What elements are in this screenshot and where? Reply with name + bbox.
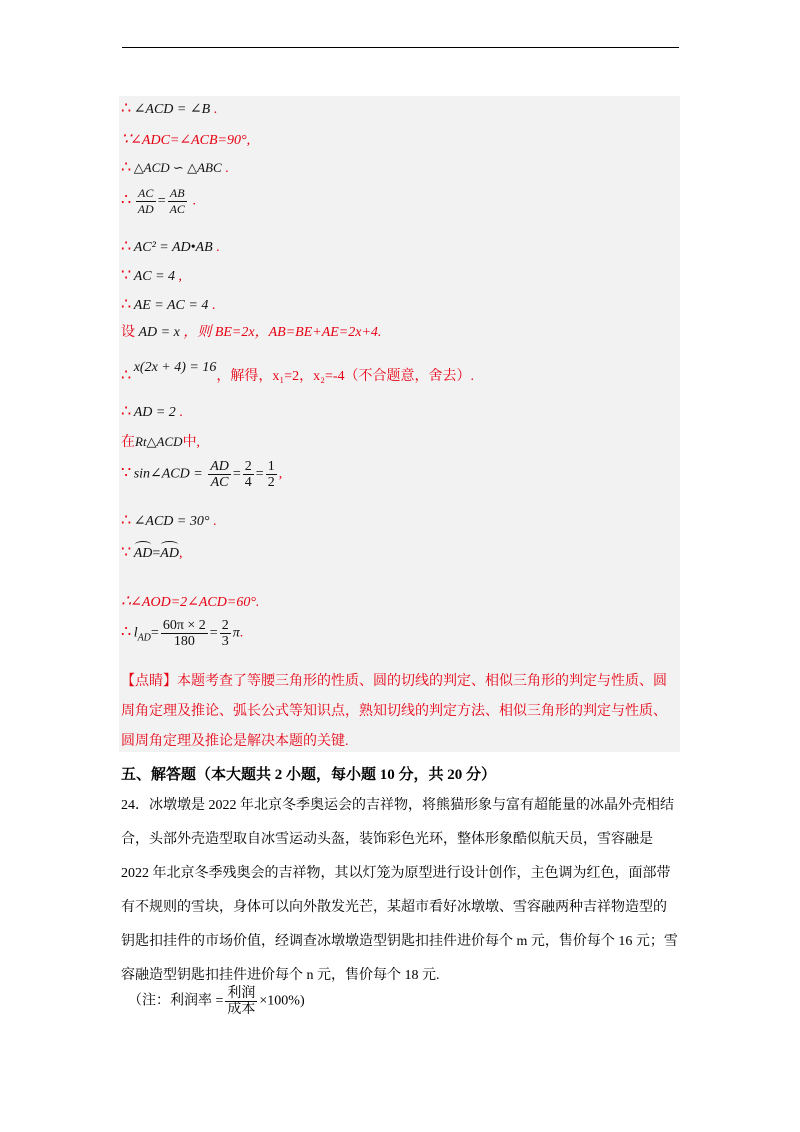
math-expression: ∠ACD = ∠B <box>133 102 211 117</box>
comment-tag: 【点睛】 <box>121 674 177 689</box>
arc-ad: AD <box>160 541 179 563</box>
therefore-symbol: ∴ <box>121 512 131 529</box>
therefore-symbol: ∴ <box>121 367 131 384</box>
therefore-symbol: ∴ <box>121 100 131 117</box>
comment-line-3: 圆周角定理及推论是解决本题的关键. <box>121 734 349 749</box>
math-expression: AC² = AD•AB <box>133 240 213 255</box>
problem-line: 容融造型钥匙扣挂件进价每个 n 元，售价每个 18 元. <box>121 968 440 983</box>
arc-ad: AD <box>134 541 153 563</box>
solution-line-3 <box>121 159 229 178</box>
problem-24 <box>121 789 681 993</box>
problem-line: 有不规则的雪块，身体可以向外散发光芒，某超市看好冰墩墩、雪容融两种吉祥物造型的 <box>121 900 667 915</box>
because-symbol: ∵ <box>121 131 131 148</box>
solution-line-2 <box>121 131 250 150</box>
text-fragment: ，解得，x₁=2，x₂=-4（不合题意，舍去）. <box>216 369 475 384</box>
fraction: $\frac{AC}{AD}$ <box>137 186 154 216</box>
solution-line-15 <box>121 593 259 612</box>
solution-line-10 <box>121 403 183 422</box>
math-expression: ∠ADC=∠ACB=90°, <box>130 133 251 148</box>
punctuation: . <box>211 298 216 313</box>
problem-line: 钥匙扣挂件的市场价值，经调查冰墩墩造型钥匙扣挂件进价每个 m 元，售价每个 16 元；雪 <box>121 934 678 949</box>
math-expression: △ACD ∽ △ABC <box>133 160 222 175</box>
lead-word: 在 <box>121 435 135 450</box>
problem-line: 24．冰墩墩是 2022 年北京冬季奥运会的吉祥物，将熊猫形象与富有超能量的冰晶外壳相结 <box>121 798 674 813</box>
comment-line-2: 周角定理及推论、弧长公式等知识点，熟知切线的判定方法、相似三角形的判定与性质、 <box>121 704 667 719</box>
header-rule <box>122 47 679 48</box>
solution-line-14: ∵ AD=AD, <box>121 541 182 563</box>
solution-line-1 <box>121 100 217 119</box>
lead-word: 设 <box>121 325 135 340</box>
solution-panel <box>119 96 680 752</box>
therefore-symbol: ∴ <box>121 403 131 420</box>
therefore-symbol: ∴ <box>121 191 131 209</box>
fraction: $\frac{AD}{AC}$ <box>210 459 229 490</box>
punctuation: , <box>178 546 183 561</box>
because-symbol: ∵ <box>121 267 131 284</box>
text-fragment: ，则 BE=2x，AB=BE+AE=2x+4. <box>183 325 382 340</box>
punctuation: . <box>216 240 220 255</box>
solution-line-6 <box>121 267 182 286</box>
punctuation: . <box>225 161 229 176</box>
math-expression: AD = 2 <box>133 405 176 420</box>
profit-rate-fraction: $\frac{\text{利润}}{\text{成本}}$ <box>227 986 256 1017</box>
therefore-symbol: ∴ <box>121 623 131 641</box>
solution-line-7 <box>121 296 215 315</box>
math-expression: Rt△ACD <box>135 434 183 449</box>
math-expression: AD = x <box>138 325 180 340</box>
solution-line-16: ∴ $l_{AD}=$ $\frac{60\pi \times 2}{180}$ = $\frac{2}{3}$ π. <box>121 618 244 649</box>
therefore-symbol: ∴ <box>121 159 131 176</box>
fraction: $\frac{1}{2}$ <box>267 459 275 490</box>
math-expression: x(2x + 4) = 16 <box>133 360 217 375</box>
punctuation: . <box>213 102 218 117</box>
math-expression: ∠ACD = 30° <box>133 514 210 529</box>
solution-line-4: ∴ $\frac{AC}{AD}$ = $\frac{AB}{AC}$ . <box>121 186 196 216</box>
punctuation: . <box>192 193 196 209</box>
math-expression: sin∠ACD = <box>133 466 203 482</box>
fraction: $\frac{60\pi \times 2}{180}$ <box>162 618 206 649</box>
section-title: 五、解答题（本大题共 2 小题，每小题 10 分，共 20 分） <box>121 767 497 783</box>
solution-line-9 <box>121 358 475 384</box>
math-expression: AC = 4 <box>133 269 176 284</box>
punctuation: . <box>239 625 244 641</box>
punctuation: , <box>278 466 283 482</box>
profit-rate-note <box>128 986 305 1017</box>
problem-line: 2022 年北京冬季残奥会的吉祥物，其以灯笼为原型进行设计创作，主色调为红色，面部带 <box>121 866 671 881</box>
fraction: $\frac{2}{4}$ <box>244 459 252 490</box>
comment-block <box>121 667 681 757</box>
math-expression: ∠AOD=2∠ACD=60°. <box>130 595 260 610</box>
therefore-symbol: ∴ <box>121 593 131 610</box>
comment-line-1: 【点睛】本题考查了等腰三角形的性质、圆的切线的判定、相似三角形的判定与性质、圆 <box>121 674 667 689</box>
therefore-symbol: ∴ <box>121 296 131 313</box>
punctuation: . <box>179 405 183 420</box>
fraction: $\frac{AB}{AC}$ <box>169 186 185 216</box>
solution-line-11 <box>121 433 200 452</box>
therefore-symbol: ∴ <box>121 238 131 255</box>
text-fragment: 中, <box>182 435 201 450</box>
because-symbol: ∵ <box>121 544 131 561</box>
solution-line-8 <box>121 324 381 342</box>
solution-line-12: ∵ sin∠ACD = $\frac{AD}{AC}$ = $\frac{2}{4}$ = $\frac{1}{2}$ , <box>121 459 283 490</box>
punctuation: . <box>212 514 217 529</box>
arc-subscript: AD <box>137 632 151 644</box>
problem-line: 合，头部外壳造型取自冰雪运动头盔，装饰彩色光环，整体形象酷似航天员，雪容融是 <box>121 832 653 847</box>
punctuation: , <box>178 269 183 284</box>
note-prefix: （注：利润率 = <box>128 993 224 1009</box>
note-suffix: ×100%) <box>259 993 305 1009</box>
math-expression: AE = AC = 4 <box>133 298 209 313</box>
solution-line-5 <box>121 238 220 257</box>
solution-line-13 <box>121 512 216 531</box>
because-symbol: ∵ <box>121 464 131 482</box>
fraction: $\frac{2}{3}$ <box>221 618 229 649</box>
